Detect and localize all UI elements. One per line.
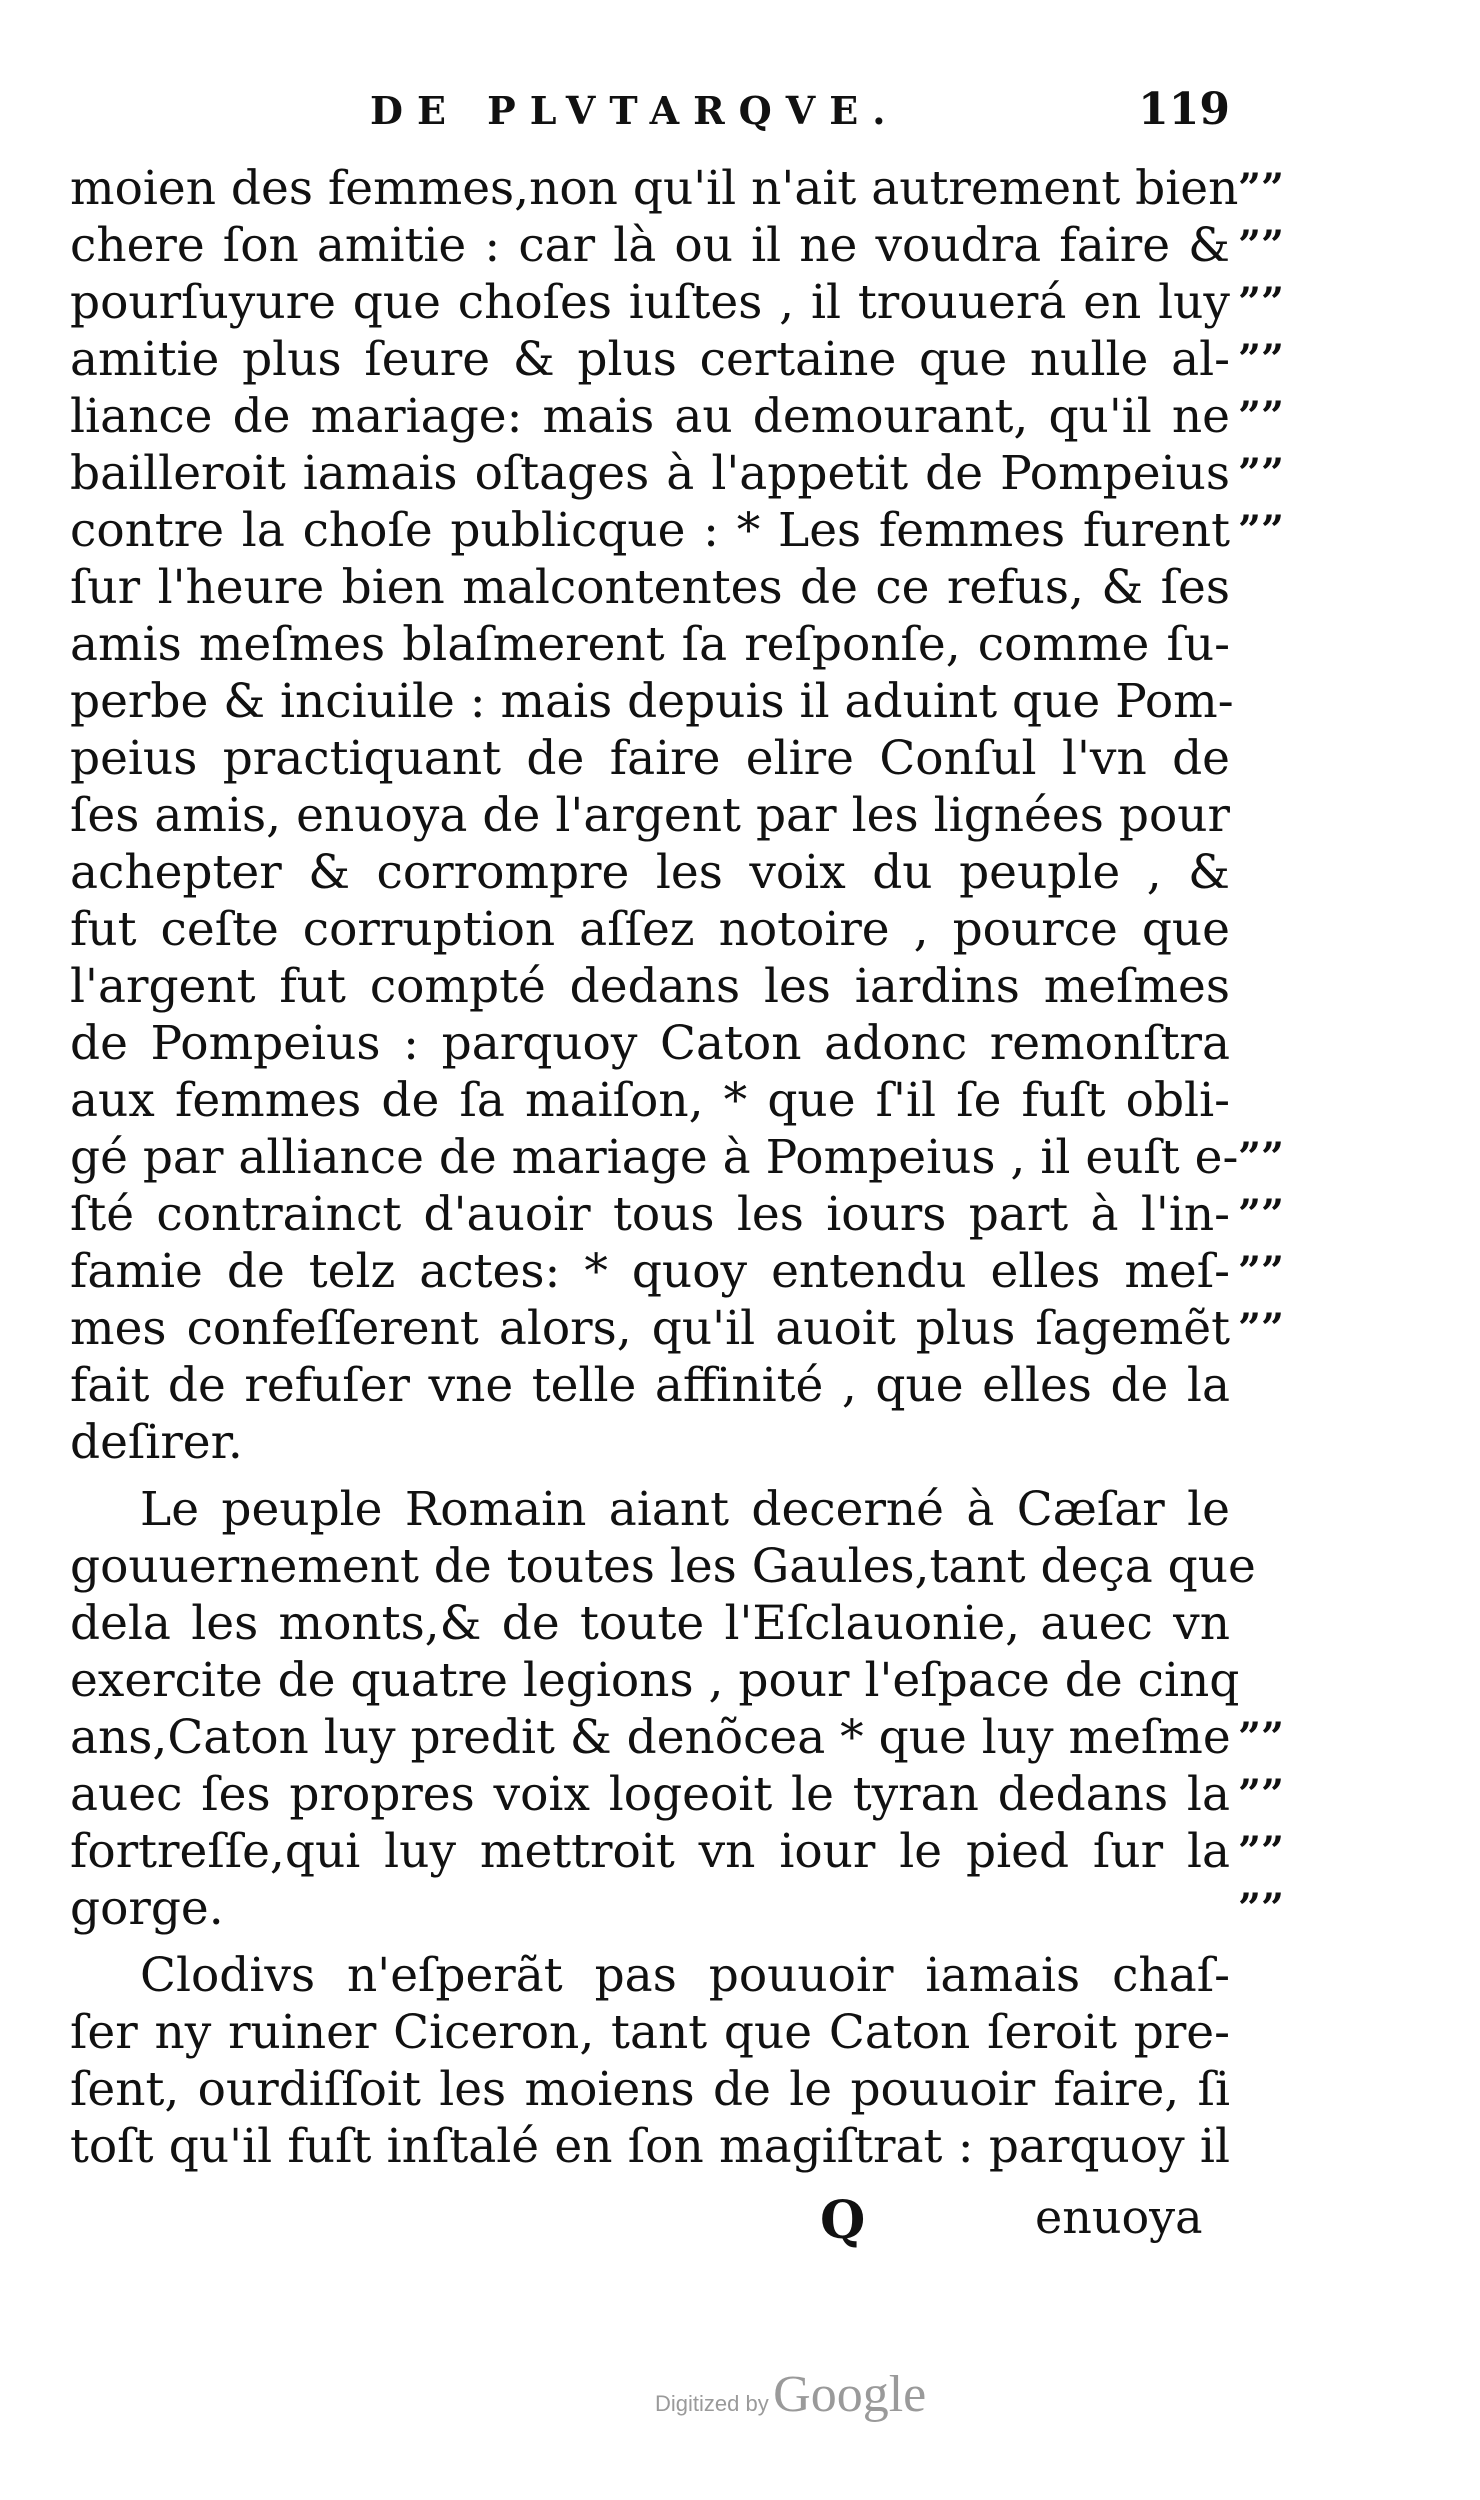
text-line: auec ſes propres voix logeoit le tyran dedans la	[70, 1767, 1230, 1822]
quote-mark: ””	[1238, 1714, 1285, 1761]
quote-mark: ””	[1238, 165, 1285, 212]
text-line: dela les monts,& de toute l'Eſclauonie, auec vn	[70, 1596, 1230, 1651]
text-line: chere ſon amitie : car là ou il ne voudra faire &	[70, 218, 1230, 273]
quote-mark: ””	[1238, 336, 1285, 383]
quote-mark: ””	[1238, 393, 1285, 440]
text-line: ſent, ourdiſſoit les moiens de le pouuoir faire, ſi	[70, 2062, 1230, 2117]
text-line: de Pompeius : parquoy Caton adonc remonſtra	[70, 1016, 1230, 1071]
quote-mark: ””	[1238, 222, 1285, 269]
text-line: amis meſmes blaſmerent ſa reſponſe, comme ſu-	[70, 617, 1230, 672]
text-line: toſt qu'il fuſt inſtalé en ſon magiſtrat : parquoy il	[70, 2119, 1230, 2174]
text-line: fait de refuſer vne telle affinité , que elles de la	[70, 1358, 1230, 1413]
text-line: moien des femmes,non qu'il n'ait autrement bien	[70, 161, 1239, 216]
text-line: contre la choſe publicque : * Les femmes furent	[70, 503, 1230, 558]
text-line: pourſuyure que choſes iuſtes , il trouuerá en luy	[70, 275, 1230, 330]
signature-mark: Q	[820, 2190, 866, 2251]
text-line: famie de telz actes: * quoy entendu elles meſ-	[70, 1244, 1230, 1299]
text-line: l'argent fut compté dedans les iardins meſmes	[70, 959, 1230, 1014]
watermark-brand: Google	[773, 2366, 927, 2423]
paragraph-start-line: Le peuple Romain aiant decerné à Cæſar le	[140, 1482, 1230, 1537]
text-line: peius practiquant de faire elire Conſul l'vn de	[70, 731, 1230, 786]
running-title: DE PLVTARQVE.	[370, 88, 900, 133]
text-line: gouuernement de toutes les Gaules,tant deça que	[70, 1539, 1256, 1594]
quote-mark: ””	[1238, 1248, 1285, 1295]
quote-mark: ””	[1238, 279, 1285, 326]
quote-mark: ””	[1238, 1771, 1285, 1818]
text-line: ſes amis, enuoya de l'argent par les lignées pour	[70, 788, 1230, 843]
quote-mark: ””	[1238, 1828, 1285, 1875]
page-number: 119	[1138, 84, 1230, 135]
text-line: ſur l'heure bien malcontentes de ce refus, & ſes	[70, 560, 1230, 615]
body-text	[70, 160, 1256, 2175]
text-line: gé par alliance de mariage à Pompeius , il euſt e-	[70, 1130, 1239, 1185]
text-line: achepter & corrompre les voix du peuple , &	[70, 845, 1230, 900]
text-line: perbe & inciuile : mais depuis il aduint que Pom-	[70, 674, 1234, 729]
text-line: liance de mariage: mais au demourant, qu'il ne	[70, 389, 1230, 444]
text-line: ſer ny ruiner Ciceron, tant que Caton ſeroit pre-	[70, 2005, 1230, 2060]
text-line: fut ceſte corruption aſſez notoire , pource que	[70, 902, 1230, 957]
quote-mark: ””	[1238, 1305, 1285, 1352]
text-line: bailleroit iamais oſtages à l'appetit de Pompeius	[70, 446, 1230, 501]
text-line: ſté contrainct d'auoir tous les iours part à l'in-	[70, 1187, 1230, 1242]
text-line: fortreſſe,qui luy mettroit vn iour le pied ſur la	[70, 1824, 1230, 1879]
text-line: exercite de quatre legions , pour l'eſpace de cinq	[70, 1653, 1240, 1708]
text-line: deſirer.	[70, 1415, 243, 1470]
quote-mark: ””	[1238, 1885, 1285, 1932]
page-header	[370, 84, 1230, 148]
text-line: mes confeſſerent alors, qu'il auoit plus ſagemẽt	[70, 1301, 1230, 1356]
watermark-prefix: Digitized by	[655, 2391, 769, 2416]
catchword: enuoya	[1035, 2190, 1203, 2244]
text-line: ans,Caton luy predit & denõcea * que luy meſme	[70, 1710, 1231, 1765]
quote-mark: ””	[1238, 450, 1285, 497]
text-line: amitie plus ſeure & plus certaine que nulle al-	[70, 332, 1230, 387]
paragraph-start-line: Clodivs n'eſperãt pas pouuoir iamais chaſ-	[140, 1948, 1230, 2003]
quote-mark: ””	[1238, 1191, 1285, 1238]
text-line: aux femmes de ſa maiſon, * que ſ'il ſe fuſt obli-	[70, 1073, 1230, 1128]
text-line: gorge.	[70, 1881, 224, 1936]
digitization-watermark	[655, 2365, 926, 2424]
quote-mark: ””	[1238, 1134, 1285, 1181]
quote-mark: ””	[1238, 507, 1285, 554]
